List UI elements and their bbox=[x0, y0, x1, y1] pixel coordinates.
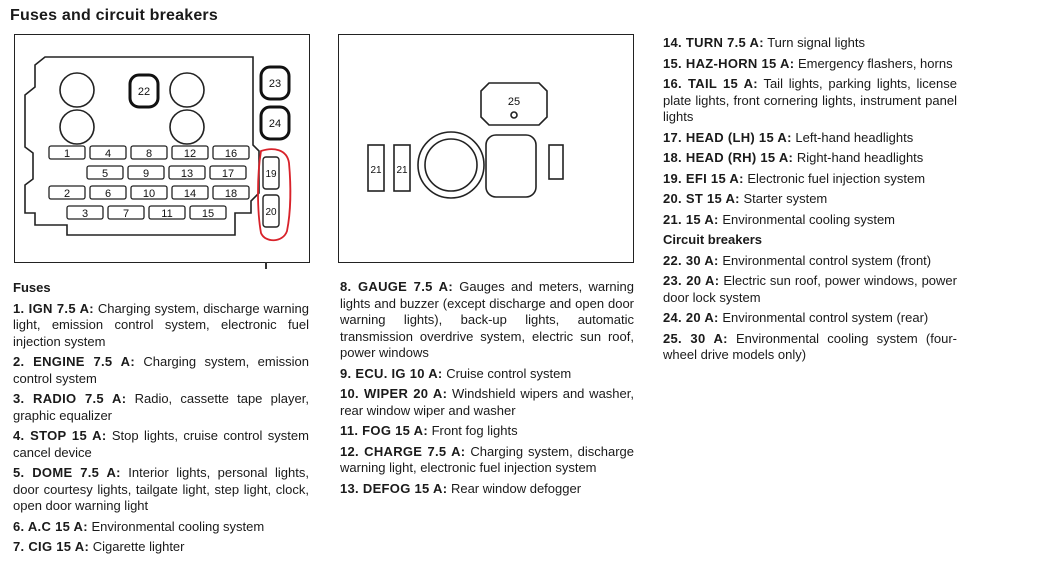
fuse-label: 13 bbox=[180, 168, 194, 180]
entry-description: Electric sun roof, power windows, power door lock system bbox=[663, 273, 957, 305]
fuse-label: 9 bbox=[142, 168, 150, 180]
entry-label: 18. HEAD (RH) 15 A: bbox=[663, 150, 794, 165]
fuse-list-column-2 bbox=[340, 279, 634, 501]
fuse-entry bbox=[663, 191, 957, 208]
breaker-label: 21 bbox=[396, 165, 408, 176]
fuse-label: 1 bbox=[63, 148, 71, 160]
entry-label: 6. A.C 15 A: bbox=[13, 518, 88, 534]
relay-socket bbox=[170, 110, 204, 144]
fuse-label: 20 bbox=[265, 207, 277, 218]
frame-tick bbox=[265, 262, 267, 269]
breaker-entry bbox=[663, 273, 957, 306]
fuse-label: 19 bbox=[265, 169, 277, 180]
entry-label: 4. STOP 15 A: bbox=[13, 428, 107, 443]
fuse-label: 15 bbox=[201, 208, 215, 220]
entry-description: Turn signal lights bbox=[767, 35, 866, 50]
entry-label: 9. ECU. IG 10 A: bbox=[340, 365, 443, 381]
fuse-list-column-1 bbox=[13, 280, 309, 560]
entry-label: 10. WIPER 20 A: bbox=[340, 386, 448, 401]
entry-description: Electronic fuel injection system bbox=[747, 170, 926, 186]
entry-description: Tail lights, parking lights, license plate lights, front cornering lights, instrument panel lights bbox=[663, 76, 958, 124]
entry-description: Left-hand headlights bbox=[795, 129, 914, 145]
entry-description: Environmental control system (rear) bbox=[722, 310, 929, 325]
entry-description: Cruise control system bbox=[446, 365, 572, 381]
fuse-entry bbox=[340, 366, 634, 383]
fuse-label: 14 bbox=[183, 188, 197, 200]
fuse-label: 17 bbox=[221, 168, 235, 180]
entry-label: 5. DOME 7.5 A: bbox=[13, 465, 121, 480]
relay-socket bbox=[60, 110, 94, 144]
breaker-label: 24 bbox=[268, 118, 282, 130]
entry-description: Rear window defogger bbox=[450, 480, 582, 496]
entry-description: Stop lights, cruise control system cancel device bbox=[13, 428, 309, 460]
entry-label: 3. RADIO 7.5 A: bbox=[13, 391, 127, 406]
fuse-entry bbox=[13, 391, 309, 424]
entry-label: 8. GAUGE 7.5 A: bbox=[340, 279, 453, 294]
relay-socket bbox=[170, 73, 204, 107]
breaker-label: 21 bbox=[370, 165, 382, 176]
entry-label: 19. EFI 15 A: bbox=[663, 170, 744, 186]
entry-label: 21. 15 A: bbox=[663, 211, 719, 227]
breaker-23 bbox=[261, 67, 289, 99]
fuse-slot-6 bbox=[90, 186, 126, 200]
fuse-slot-10 bbox=[131, 186, 167, 200]
entry-description: Environmental cooling system bbox=[91, 518, 265, 534]
fuse-slot-16 bbox=[213, 146, 249, 160]
fuse-slot-18 bbox=[213, 186, 249, 200]
fuse-entry bbox=[663, 56, 957, 73]
entry-label: 16. TAIL 15 A: bbox=[663, 76, 758, 91]
entry-description: Environmental cooling system bbox=[722, 211, 896, 227]
entry-label: 14. TURN 7.5 A: bbox=[663, 35, 764, 50]
fuse-entry bbox=[663, 212, 957, 229]
entry-description: Environmental cooling system (four-wheel drive models only) bbox=[663, 330, 957, 362]
fuse-entry bbox=[340, 481, 634, 498]
fuse-entry bbox=[340, 279, 634, 362]
fuse-entry bbox=[663, 76, 957, 126]
breaker-entry bbox=[663, 253, 957, 270]
fuses-heading: Fuses bbox=[13, 280, 51, 295]
entry-label: 15. HAZ-HORN 15 A: bbox=[663, 55, 795, 71]
entry-label: 25. 30 A: bbox=[663, 330, 728, 346]
entry-description: Cigarette lighter bbox=[92, 539, 185, 554]
fuse-label: 12 bbox=[183, 148, 197, 160]
breaker-label: 23 bbox=[268, 78, 282, 90]
entry-description: Interior lights, personal lights, door courtesy lights, tailgate light, step light, clock, open door warning light bbox=[13, 465, 309, 513]
entry-label: 20. ST 15 A: bbox=[663, 191, 740, 206]
breaker-entry bbox=[663, 310, 957, 327]
entry-description: Front fog lights bbox=[431, 423, 518, 438]
entry-description: Right-hand headlights bbox=[796, 150, 924, 165]
fuse-label: 10 bbox=[142, 188, 156, 200]
breaker-label: 25 bbox=[507, 96, 521, 108]
breakers-heading: Circuit breakers bbox=[663, 232, 762, 247]
entry-label: 23. 20 A: bbox=[663, 273, 720, 288]
relay-socket bbox=[486, 135, 536, 197]
breaker-label: 22 bbox=[137, 86, 151, 98]
fuse-entry bbox=[663, 150, 957, 167]
fuse-box-drawing bbox=[15, 35, 308, 261]
entry-description: Charging system, discharge warning light, emission control system, electronic fuel injection system bbox=[13, 300, 309, 349]
fuse-label: 2 bbox=[63, 188, 71, 200]
fuse-label: 18 bbox=[224, 188, 238, 200]
fuse-entry bbox=[663, 130, 957, 147]
fuse-entry bbox=[340, 444, 634, 477]
fuse-list-column-3 bbox=[663, 35, 957, 368]
fuse-slot-17 bbox=[210, 166, 246, 180]
fuse-entry bbox=[13, 465, 309, 515]
entry-label: 12. CHARGE 7.5 A: bbox=[340, 443, 466, 459]
entry-description: Gauges and meters, warning lights and buzzer (except discharge and open door warning lights), back-up lights, automatic transmission overdrive system, electric sun roof, power windows bbox=[340, 279, 634, 360]
breaker-entry bbox=[663, 331, 957, 364]
fuse-entry bbox=[13, 428, 309, 461]
fuse-label: 7 bbox=[122, 208, 130, 220]
fuse-slot-15 bbox=[190, 206, 226, 220]
breaker-22 bbox=[130, 75, 158, 107]
fuse-slot-9 bbox=[128, 166, 164, 180]
entry-label: 11. FOG 15 A: bbox=[340, 423, 428, 438]
fuse-slot-5 bbox=[87, 166, 123, 180]
fuse-slot-8 bbox=[131, 146, 167, 160]
fuse-slot-7 bbox=[108, 206, 144, 220]
fuse-label: 3 bbox=[81, 208, 89, 220]
fuse-slot-11 bbox=[149, 206, 185, 220]
fuse-label: 5 bbox=[101, 168, 109, 180]
fuse-entry bbox=[13, 354, 309, 387]
fuse-entry bbox=[340, 423, 634, 440]
entry-label: 24. 20 A: bbox=[663, 310, 719, 325]
fuse-slot-13 bbox=[169, 166, 205, 180]
fuse-entry bbox=[13, 519, 309, 536]
entry-label: 17. HEAD (LH) 15 A: bbox=[663, 129, 792, 145]
fuse-slot-3 bbox=[67, 206, 103, 220]
relay-socket bbox=[60, 73, 94, 107]
relay-socket bbox=[418, 132, 484, 198]
fuse-entry bbox=[340, 386, 634, 419]
entry-description: Charging system, emission control system bbox=[13, 354, 309, 386]
fuse-slot-4 bbox=[90, 146, 126, 160]
entry-description: Starter system bbox=[743, 191, 828, 206]
entry-description: Windshield wipers and washer, rear window wiper and washer bbox=[340, 386, 634, 418]
fuse-slot-2 bbox=[49, 186, 85, 200]
page-title: Fuses and circuit breakers bbox=[10, 7, 218, 24]
entry-label: 13. DEFOG 15 A: bbox=[340, 480, 448, 496]
fuse-slot-1 bbox=[49, 146, 85, 160]
fuse-entry bbox=[663, 171, 957, 188]
fuse-slot-12 bbox=[172, 146, 208, 160]
relay-socket bbox=[425, 139, 477, 191]
fuse-label: 6 bbox=[104, 188, 112, 200]
entry-label: 1. IGN 7.5 A: bbox=[13, 300, 94, 316]
fuse-label: 16 bbox=[224, 148, 238, 160]
fuse-entry bbox=[13, 301, 309, 351]
entry-label: 2. ENGINE 7.5 A: bbox=[13, 354, 135, 369]
breaker-24 bbox=[261, 107, 289, 139]
entry-description: Charging system, discharge warning light, electronic fuel injection system bbox=[340, 443, 634, 475]
entry-description: Radio, cassette tape player, graphic equalizer bbox=[13, 391, 309, 423]
relay-box-diagram bbox=[338, 34, 634, 263]
spare-slot bbox=[549, 145, 563, 179]
fuse-slot-14 bbox=[172, 186, 208, 200]
entry-description: Environmental control system (front) bbox=[722, 252, 932, 268]
entry-label: 7. CIG 15 A: bbox=[13, 539, 90, 554]
fuse-label: 11 bbox=[161, 208, 173, 220]
relay-box-drawing bbox=[339, 35, 632, 261]
fuse-box-diagram bbox=[14, 34, 310, 263]
fuse-label: 8 bbox=[145, 148, 153, 160]
fuse-entry bbox=[663, 35, 957, 52]
fuse-entry bbox=[13, 539, 309, 556]
entry-description: Emergency flashers, horns bbox=[797, 55, 953, 71]
entry-label: 22. 30 A: bbox=[663, 252, 719, 268]
fuse-label: 4 bbox=[104, 148, 112, 160]
